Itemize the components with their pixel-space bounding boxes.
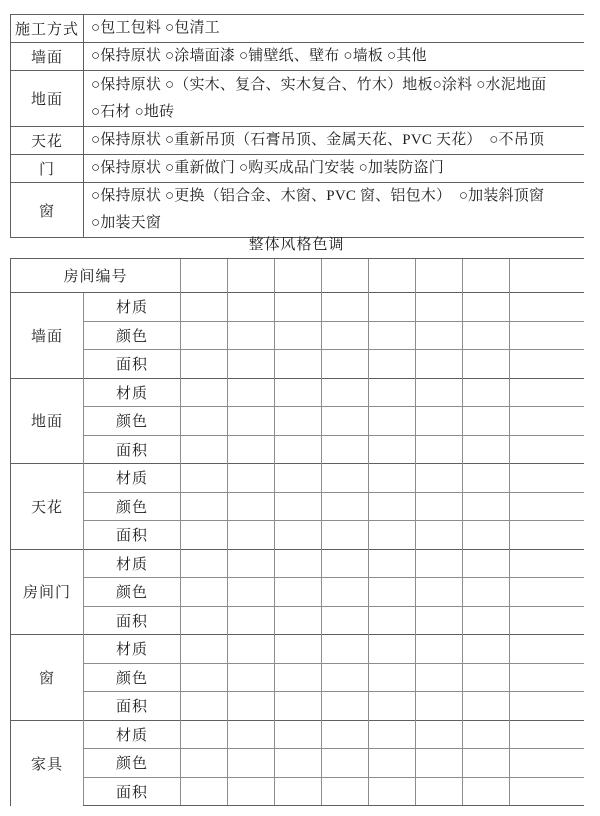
grid-cell [369, 692, 416, 721]
grid-cell [181, 350, 228, 379]
option-line: ○保持原状 ○重新做门 ○购买成品门安装 ○加装防盗门 [91, 160, 444, 176]
room-number-cell [181, 259, 228, 293]
grid-cell [322, 293, 369, 322]
grid-cell [510, 407, 584, 436]
grid-cell [322, 749, 369, 778]
grid-cell [510, 663, 584, 692]
grid-cell [322, 606, 369, 635]
grid-cell [181, 749, 228, 778]
grid-cell [463, 407, 510, 436]
grid-cell [181, 777, 228, 806]
grid-cell [369, 492, 416, 521]
grid-cell [275, 663, 322, 692]
grid-cell [510, 606, 584, 635]
grid-cell [228, 606, 275, 635]
grid-cell [463, 492, 510, 521]
option-line: ○保持原状 ○涂墙面漆 ○铺壁纸、壁布 ○墙板 ○其他 [91, 48, 427, 64]
grid-cell [463, 749, 510, 778]
grid-cell [416, 549, 463, 578]
grid-cell [181, 492, 228, 521]
grid-cell [510, 692, 584, 721]
grid-cell [228, 521, 275, 550]
grid-cell [416, 720, 463, 749]
grid-cell [181, 578, 228, 607]
grid-cell [369, 464, 416, 493]
grid-cell [275, 692, 322, 721]
grid-cell [275, 635, 322, 664]
grid-cell [369, 435, 416, 464]
grid-cell [322, 777, 369, 806]
grid-cell [322, 321, 369, 350]
grid-cell [181, 521, 228, 550]
grid-cell [416, 350, 463, 379]
grid-cell [463, 321, 510, 350]
grid-cell [322, 578, 369, 607]
grid-cell [510, 321, 584, 350]
grid-cell [369, 378, 416, 407]
grid-cell [228, 407, 275, 436]
row-label: 施工方式 [11, 15, 84, 43]
grid-cell [510, 350, 584, 379]
grid-cell [416, 321, 463, 350]
grid-cell [228, 350, 275, 379]
attribute-label: 颜色 [84, 492, 181, 521]
option-line: ○石材 ○地砖 [91, 103, 175, 120]
grid-cell [275, 578, 322, 607]
grid-cell [275, 777, 322, 806]
grid-cell [510, 521, 584, 550]
attribute-label: 颜色 [84, 407, 181, 436]
grid-cell [510, 492, 584, 521]
section-title: 整体风格色调 [248, 237, 345, 253]
grid-cell [228, 293, 275, 322]
grid-cell [369, 663, 416, 692]
group-label: 地面 [11, 378, 84, 464]
attribute-label: 面积 [84, 777, 181, 806]
grid-cell [416, 492, 463, 521]
grid-cell [181, 378, 228, 407]
grid-cell [463, 663, 510, 692]
grid-cell [228, 720, 275, 749]
grid-cell [463, 378, 510, 407]
grid-cell [275, 350, 322, 379]
grid-cell [275, 435, 322, 464]
grid-cell [463, 435, 510, 464]
attribute-label: 面积 [84, 350, 181, 379]
option-line: ○包工包料 ○包清工 [91, 20, 220, 36]
room-number-cell [510, 259, 584, 293]
option-line: ○保持原状 ○（实木、复合、实木复合、竹木）地板○涂料 ○水泥地面 [91, 76, 547, 93]
attribute-label: 颜色 [84, 749, 181, 778]
row-options [84, 15, 584, 43]
grid-cell [322, 663, 369, 692]
grid-cell [369, 635, 416, 664]
grid-cell [181, 606, 228, 635]
attribute-label: 材质 [84, 549, 181, 578]
grid-cell [369, 521, 416, 550]
row-options [84, 183, 584, 238]
grid-cell [322, 720, 369, 749]
grid-cell [275, 720, 322, 749]
room-number-cell [416, 259, 463, 293]
group-label: 天花 [11, 464, 84, 550]
grid-cell [510, 578, 584, 607]
room-number-cell [369, 259, 416, 293]
grid-cell [369, 578, 416, 607]
grid-cell [510, 464, 584, 493]
grid-cell [275, 521, 322, 550]
grid-cell [322, 407, 369, 436]
grid-cell [181, 720, 228, 749]
grid-cell [275, 492, 322, 521]
grid-cell [510, 720, 584, 749]
attribute-label: 面积 [84, 692, 181, 721]
grid-cell [228, 549, 275, 578]
grid-cell [228, 635, 275, 664]
row-options [84, 43, 584, 71]
grid-cell [463, 692, 510, 721]
attribute-label: 材质 [84, 464, 181, 493]
grid-cell [510, 293, 584, 322]
grid-cell [510, 378, 584, 407]
room-number-label: 房间编号 [11, 259, 181, 293]
grid-cell [275, 321, 322, 350]
style-color-grid [10, 258, 584, 806]
grid-cell [181, 464, 228, 493]
grid-cell [275, 464, 322, 493]
grid-cell [181, 692, 228, 721]
grid-cell [416, 749, 463, 778]
grid-cell [369, 407, 416, 436]
attribute-label: 面积 [84, 521, 181, 550]
grid-cell [416, 692, 463, 721]
grid-cell [510, 435, 584, 464]
option-line: ○保持原状 ○重新吊顶（石膏吊顶、金属天花、PVC 天花） ○不吊顶 [91, 132, 545, 148]
attribute-label: 颜色 [84, 663, 181, 692]
grid-cell [369, 350, 416, 379]
group-label: 房间门 [11, 549, 84, 635]
grid-cell [369, 293, 416, 322]
group-label: 窗 [11, 635, 84, 721]
attribute-label: 材质 [84, 720, 181, 749]
attribute-label: 颜色 [84, 321, 181, 350]
grid-cell [322, 492, 369, 521]
option-line: ○保持原状 ○更换（铝合金、木窗、PVC 窗、铝包木） ○加装斜顶窗 [91, 188, 545, 204]
grid-cell [228, 435, 275, 464]
grid-cell [228, 777, 275, 806]
grid-cell [416, 435, 463, 464]
grid-cell [228, 663, 275, 692]
room-number-cell [228, 259, 275, 293]
attribute-label: 面积 [84, 606, 181, 635]
row-label: 天花 [11, 127, 84, 155]
grid-cell [181, 293, 228, 322]
grid-cell [369, 606, 416, 635]
grid-cell [181, 321, 228, 350]
grid-cell [228, 464, 275, 493]
grid-cell [416, 663, 463, 692]
grid-cell [322, 549, 369, 578]
group-label: 墙面 [11, 293, 84, 379]
grid-cell [416, 407, 463, 436]
grid-cell [463, 635, 510, 664]
grid-cell [228, 578, 275, 607]
grid-cell [463, 521, 510, 550]
grid-cell [322, 692, 369, 721]
grid-cell [416, 521, 463, 550]
grid-cell [275, 378, 322, 407]
grid-cell [416, 578, 463, 607]
attribute-label: 材质 [84, 635, 181, 664]
grid-cell [181, 549, 228, 578]
grid-cell [463, 606, 510, 635]
grid-cell [463, 720, 510, 749]
grid-cell [463, 350, 510, 379]
grid-cell [510, 635, 584, 664]
grid-cell [322, 521, 369, 550]
grid-cell [416, 777, 463, 806]
room-number-cell [275, 259, 322, 293]
attribute-label: 面积 [84, 435, 181, 464]
grid-cell [275, 606, 322, 635]
row-label: 门 [11, 155, 84, 183]
attribute-label: 材质 [84, 293, 181, 322]
grid-cell [322, 350, 369, 379]
grid-cell [228, 321, 275, 350]
grid-cell [510, 549, 584, 578]
grid-cell [463, 578, 510, 607]
grid-cell [275, 407, 322, 436]
grid-cell [369, 749, 416, 778]
grid-cell [416, 464, 463, 493]
grid-cell [416, 635, 463, 664]
grid-cell [275, 293, 322, 322]
grid-cell [228, 378, 275, 407]
room-number-cell [463, 259, 510, 293]
grid-cell [416, 293, 463, 322]
row-options [84, 127, 584, 155]
grid-cell [369, 777, 416, 806]
grid-cell [228, 692, 275, 721]
grid-cell [322, 464, 369, 493]
grid-cell [275, 549, 322, 578]
row-options [84, 71, 584, 127]
attribute-label: 颜色 [84, 578, 181, 607]
grid-cell [322, 435, 369, 464]
row-label: 墙面 [11, 43, 84, 71]
grid-cell [369, 549, 416, 578]
grid-cell [181, 435, 228, 464]
grid-cell [228, 749, 275, 778]
grid-cell [181, 663, 228, 692]
grid-cell [181, 635, 228, 664]
row-options [84, 155, 584, 183]
grid-cell [369, 720, 416, 749]
option-line: ○加装天窗 [91, 215, 162, 231]
grid-cell [463, 464, 510, 493]
grid-cell [463, 549, 510, 578]
grid-cell [369, 321, 416, 350]
grid-cell [416, 606, 463, 635]
grid-cell [275, 749, 322, 778]
grid-cell [463, 293, 510, 322]
grid-cell [510, 777, 584, 806]
row-label: 窗 [11, 183, 84, 238]
grid-cell [510, 749, 584, 778]
attribute-label: 材质 [84, 378, 181, 407]
grid-cell [181, 407, 228, 436]
row-label: 地面 [11, 71, 84, 127]
group-label: 家具 [11, 720, 84, 806]
grid-cell [322, 635, 369, 664]
construction-options-table [10, 14, 584, 238]
grid-cell [416, 378, 463, 407]
room-number-cell [322, 259, 369, 293]
grid-cell [463, 777, 510, 806]
grid-cell [228, 492, 275, 521]
grid-cell [322, 378, 369, 407]
